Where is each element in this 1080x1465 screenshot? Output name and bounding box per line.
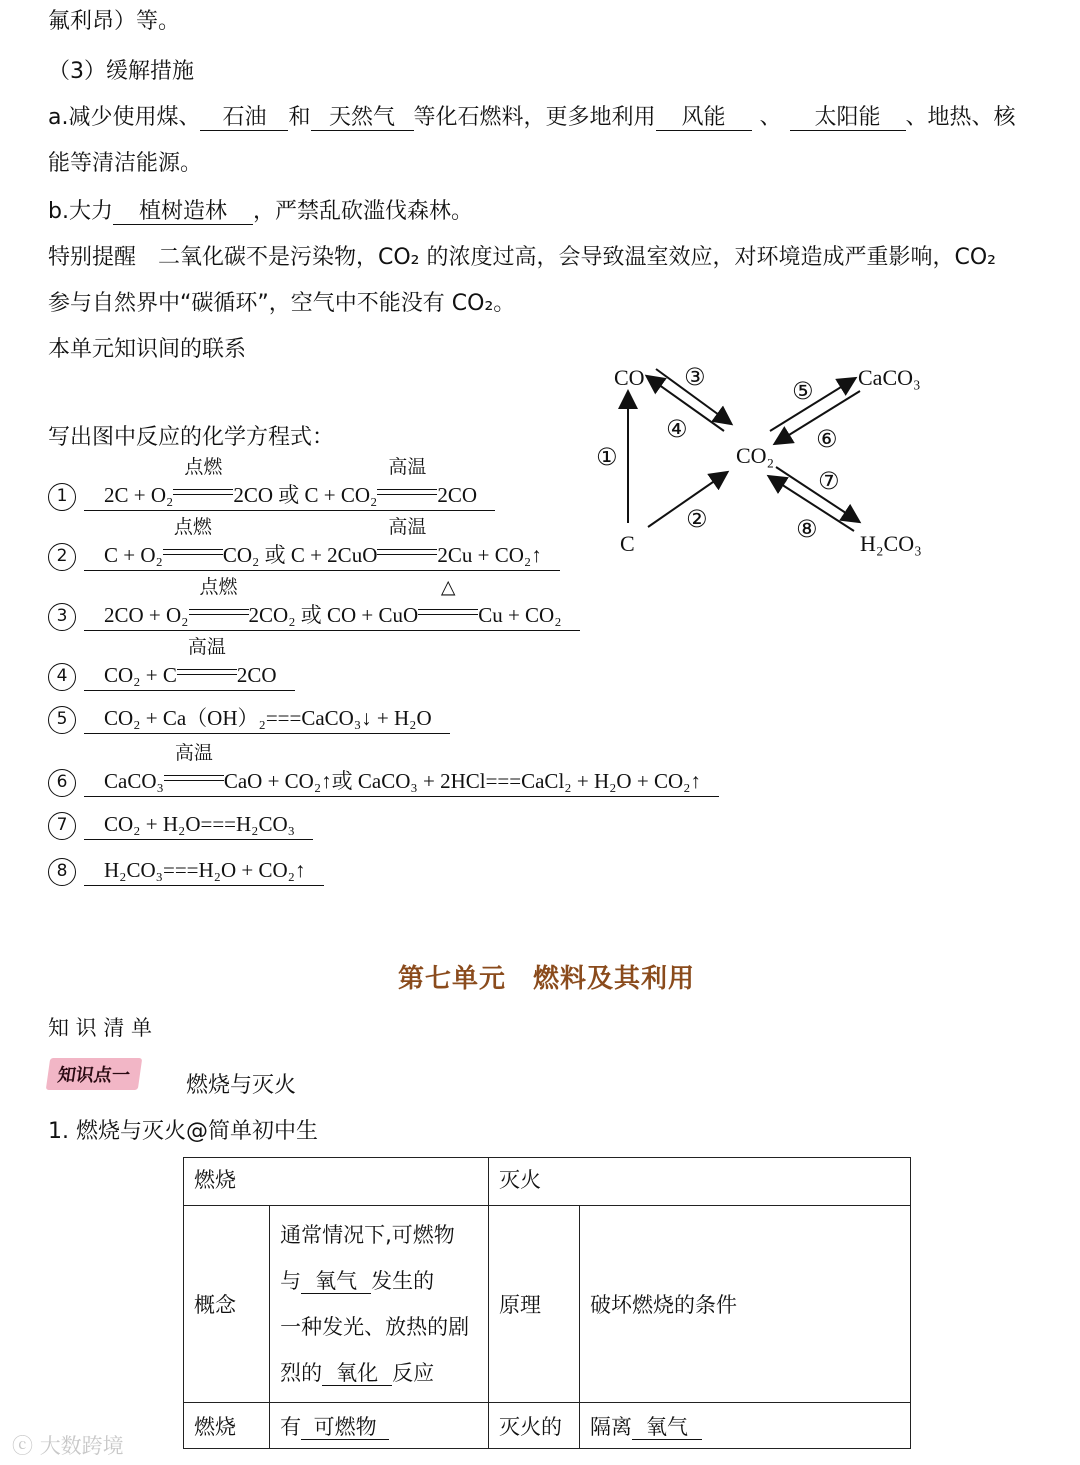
burn-condition-cell: 有 可燃物 (270, 1403, 489, 1449)
equation-6: 6 CaCO₃ 高温 CaO + CO₂↑或 CaCO₃ + 2HCl===CaCl₂ + H₂O + CO₂↑ (48, 764, 719, 797)
carbon-cycle-diagram (590, 355, 930, 570)
row-label-concept: 概念 (184, 1206, 270, 1403)
write-equations-prompt: 写出图中反应的化学方程式： (48, 425, 335, 450)
arrow-7 (776, 467, 858, 521)
paragraph-b: b.大力 植树造林 ，严禁乱砍滥伐森林。 (48, 199, 473, 224)
label-6: ⑥ (816, 425, 838, 453)
paragraph-a: a.减少使用煤、 石油 和 天然气 等化石燃料，更多地利用 风能 、 太阳能 、地热、核 (48, 105, 1016, 130)
combustion-table (183, 1157, 911, 1449)
row-label-burn: 燃烧 (184, 1403, 270, 1449)
text-line: 氟利昂）等。 (48, 9, 181, 34)
equation-7: 7 CO₂ + H₂O===H₂CO₃ (48, 810, 313, 840)
tip-line2: 参与自然界中“碳循环”，空气中不能没有 CO₂。 (48, 291, 516, 316)
label-4: ④ (666, 415, 688, 443)
equation-8: 8 H₂CO₃===H₂O + CO₂↑ (48, 856, 324, 886)
node-caco3: CaCO₃ (858, 365, 921, 390)
equation-4: 4 CO₂ + C 高温 2CO (48, 658, 295, 691)
equation-5: 5 CO₂ + Ca（OH）₂===CaCO₃↓ + H₂O (48, 704, 450, 734)
node-co: CO (614, 365, 645, 390)
knowledge-point-topic: 燃烧与灭火 (186, 1073, 297, 1098)
unit-title: 第七单元 燃料及其利用 (398, 964, 696, 994)
concept-cell: 通常情况下,可燃物 与 氧气 发生的 一种发光、放热的剧 烈的 氧化 反应 (270, 1206, 489, 1403)
subheading: （3）缓解措施 (48, 59, 194, 84)
principle-cell: 破坏燃烧的条件 (580, 1206, 911, 1403)
label-3: ③ (684, 363, 706, 391)
label-7: ⑦ (818, 467, 840, 495)
item-heading: 1. 燃烧与灭火@简单初中生 (48, 1119, 318, 1144)
answer-blank: 天然气 (311, 105, 414, 131)
watermark-logo-icon: ⓒ (12, 1434, 33, 1458)
label-5: ⑤ (792, 377, 814, 405)
answer-blank: 氧气 (301, 1269, 371, 1294)
label-1: ① (596, 443, 618, 471)
equation-2: 2 C + O₂ 点燃 CO₂ 或 C + 2CuO 高温 2Cu + CO₂↑ (48, 538, 560, 571)
knowledge-point-badge: 知识点一 (48, 1058, 140, 1090)
knowledge-list-title: 知 识 清 单 (48, 1016, 153, 1040)
extinguish-method-cell: 隔离 氧气 (580, 1403, 911, 1449)
node-co2: CO₂ (736, 443, 775, 468)
header-combustion: 燃烧 (184, 1158, 489, 1206)
node-h2co3: H₂CO₃ (860, 531, 922, 556)
equation-3: 3 2CO + O₂ 点燃 2CO₂ 或 CO + CuO △ Cu + CO₂ (48, 598, 580, 631)
answer-blank: 可燃物 (301, 1415, 389, 1440)
unit-link-heading: 本单元知识间的联系 (48, 337, 247, 362)
tip-line1: 特别提醒 二氧化碳不是污染物，CO₂ 的浓度过高，会导致温室效应，对环境造成严重影响，CO₂ (48, 245, 996, 270)
answer-blank: 石油 (200, 105, 288, 131)
answer-blank: 太阳能 (790, 105, 906, 131)
watermark: ⓒ 大数跨境 (12, 1434, 124, 1458)
node-c: C (620, 531, 635, 556)
answer-blank: 植树造林 (113, 199, 253, 225)
row-label-principle: 原理 (489, 1206, 580, 1403)
equation-1: 1 2C + O₂ 点燃 2CO 或 C + CO₂ 高温 2CO (48, 478, 495, 511)
answer-blank: 氧化 (322, 1361, 392, 1386)
label-8: ⑧ (796, 515, 818, 543)
answer-blank: 氧气 (632, 1415, 702, 1440)
label-2: ② (686, 505, 708, 533)
header-extinguish: 灭火 (489, 1158, 911, 1206)
answer-blank: 风能 (656, 105, 752, 131)
row-label-extinguish: 灭火的 (489, 1403, 580, 1449)
paragraph-a-line2: 能等清洁能源。 (48, 151, 203, 176)
